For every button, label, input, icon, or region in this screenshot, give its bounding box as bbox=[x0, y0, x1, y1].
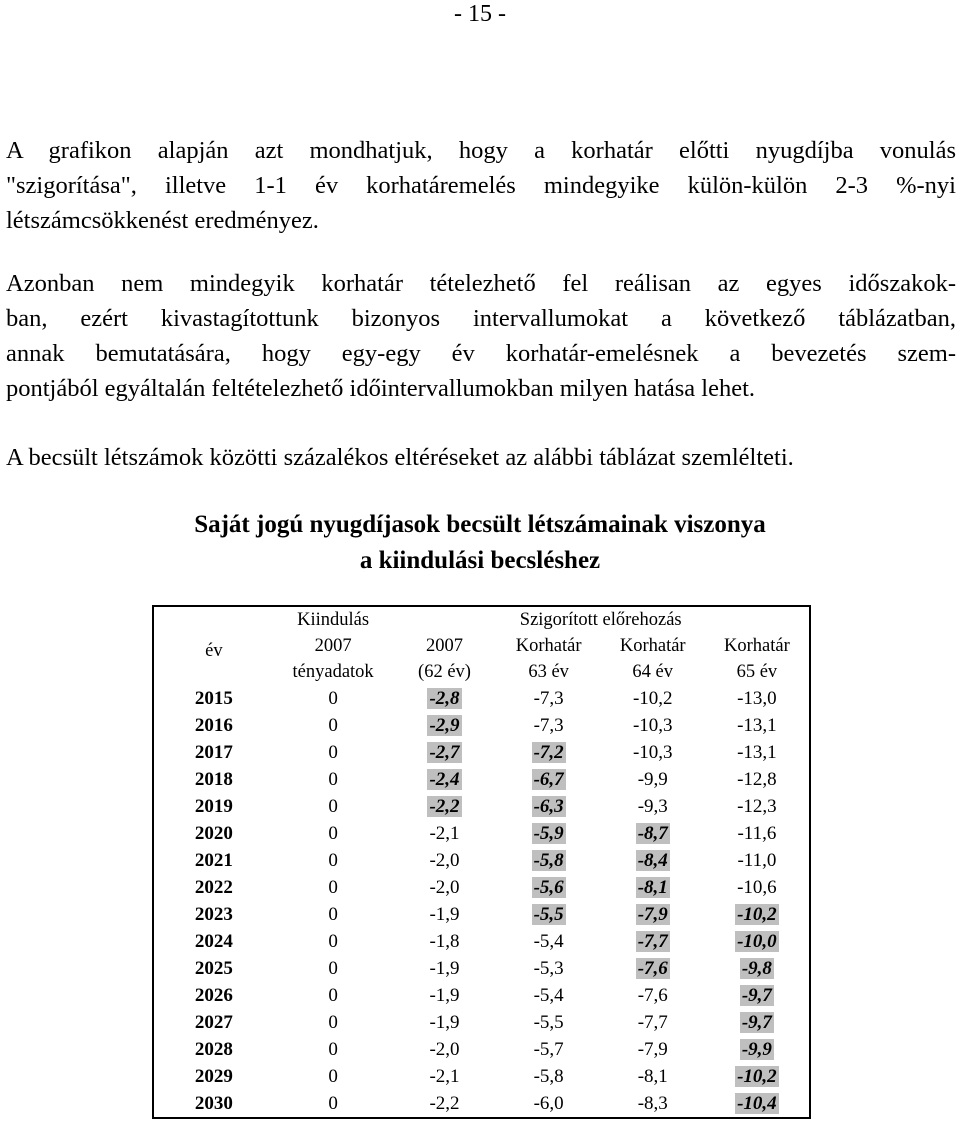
cell-value: -2,2 bbox=[429, 796, 460, 817]
cell-value: -1,8 bbox=[429, 931, 460, 952]
row-c62-value bbox=[392, 1063, 496, 1090]
row-year: 2030 bbox=[194, 1093, 233, 1114]
row-base-value: 0 bbox=[328, 904, 338, 925]
row-year: 2022 bbox=[194, 877, 233, 898]
cell-value: -12,3 bbox=[737, 796, 777, 817]
table-row bbox=[153, 901, 810, 928]
row-c62-value bbox=[392, 874, 496, 901]
row-c62-value bbox=[392, 847, 496, 874]
row-base-value: 0 bbox=[328, 796, 338, 817]
header-base-year: 2007 bbox=[314, 636, 352, 656]
paragraph-3 bbox=[6, 440, 956, 475]
cell-value: -1,9 bbox=[429, 985, 460, 1006]
cell-value: -2,8 bbox=[429, 688, 460, 709]
cell-value: -1,9 bbox=[429, 904, 460, 925]
row-year: 2026 bbox=[194, 985, 233, 1006]
row-base-value: 0 bbox=[328, 850, 338, 871]
header-row-1 bbox=[153, 606, 810, 633]
cell-value: -8,4 bbox=[637, 850, 668, 871]
paragraph-line: annak bemutatására, hogy egy-egy év korhatár-emelésnek a bevezetés szem- bbox=[6, 340, 956, 367]
row-c63-value bbox=[497, 1036, 601, 1063]
paragraph-line: Azonban nem mindegyik korhatár tételezhető fel reálisan az egyes időszakok- bbox=[6, 270, 956, 297]
table-row bbox=[153, 685, 810, 712]
row-c65-value bbox=[705, 955, 810, 982]
paragraph-line: A grafikon alapján azt mondhatjuk, hogy a korhatár előtti nyugdíjba vonulás bbox=[6, 137, 956, 164]
cell-value: -2,0 bbox=[429, 877, 460, 898]
cell-value: -5,8 bbox=[533, 1066, 564, 1087]
row-c63-value bbox=[497, 1090, 601, 1118]
table-title bbox=[0, 507, 960, 579]
cell-value: -8,7 bbox=[637, 823, 668, 844]
row-year: 2027 bbox=[194, 1012, 233, 1033]
table-row bbox=[153, 820, 810, 847]
row-base-value: 0 bbox=[328, 1093, 338, 1114]
header-year: év bbox=[205, 641, 223, 661]
row-c64-value bbox=[601, 982, 705, 1009]
row-c63-value bbox=[497, 793, 601, 820]
cell-value: -13,1 bbox=[737, 742, 777, 763]
cell-value: -5,5 bbox=[533, 904, 564, 925]
header-c65-top: Korhatár bbox=[724, 636, 790, 656]
cell-value: -2,2 bbox=[429, 1093, 460, 1114]
table-body bbox=[153, 685, 810, 1118]
header-c65-sub: 65 év bbox=[736, 662, 778, 682]
row-c63-value bbox=[497, 874, 601, 901]
row-c64-value bbox=[601, 712, 705, 739]
cell-value: -5,9 bbox=[533, 823, 564, 844]
row-year: 2025 bbox=[194, 958, 233, 979]
row-c62-value bbox=[392, 901, 496, 928]
row-c65-value bbox=[705, 874, 810, 901]
cell-value: -9,7 bbox=[741, 985, 772, 1006]
table-row bbox=[153, 1036, 810, 1063]
cell-value: -10,2 bbox=[737, 904, 777, 925]
row-base-value: 0 bbox=[328, 769, 338, 790]
row-c63-value bbox=[497, 685, 601, 712]
table-row bbox=[153, 1090, 810, 1118]
cell-value: -8,3 bbox=[637, 1093, 668, 1114]
row-c63-value bbox=[497, 739, 601, 766]
paragraph-1 bbox=[6, 133, 956, 238]
cell-value: -11,6 bbox=[737, 823, 777, 844]
row-c65-value bbox=[705, 928, 810, 955]
paragraph-line: A becsült létszámok közötti százalékos eltéréseket az alábbi táblázat szemlélteti. bbox=[6, 444, 794, 471]
row-c63-value bbox=[497, 1063, 601, 1090]
cell-value: -2,9 bbox=[429, 715, 460, 736]
row-c65-value bbox=[705, 820, 810, 847]
row-c65-value bbox=[705, 1009, 810, 1036]
row-c65-value bbox=[705, 847, 810, 874]
row-c62-value bbox=[392, 685, 496, 712]
data-table bbox=[152, 605, 811, 1119]
row-year: 2015 bbox=[194, 688, 233, 709]
cell-value: -6,0 bbox=[533, 1093, 564, 1114]
cell-value: -7,2 bbox=[533, 742, 564, 763]
cell-value: -7,6 bbox=[637, 985, 668, 1006]
row-base-value: 0 bbox=[328, 823, 338, 844]
header-c62-top: 2007 bbox=[426, 636, 463, 656]
cell-value: -5,3 bbox=[533, 958, 564, 979]
cell-value: -2,0 bbox=[429, 1039, 460, 1060]
table-row bbox=[153, 1009, 810, 1036]
row-base-value: 0 bbox=[328, 958, 338, 979]
row-c64-value bbox=[601, 1009, 705, 1036]
cell-value: -2,7 bbox=[429, 742, 460, 763]
row-c65-value bbox=[705, 685, 810, 712]
row-c62-value bbox=[392, 1090, 496, 1118]
cell-value: -6,3 bbox=[533, 796, 564, 817]
cell-value: -10,4 bbox=[737, 1093, 777, 1114]
cell-value: -9,3 bbox=[637, 796, 668, 817]
row-c64-value bbox=[601, 1036, 705, 1063]
cell-value: -2,1 bbox=[429, 823, 460, 844]
row-year: 2021 bbox=[194, 850, 233, 871]
cell-value: -2,4 bbox=[429, 769, 460, 790]
cell-value: -10,2 bbox=[632, 688, 673, 709]
row-c65-value bbox=[705, 766, 810, 793]
paragraph-line: pontjából egyáltalán feltételezhető időintervallumokban milyen hatása lehet. bbox=[6, 375, 756, 402]
row-c65-value bbox=[705, 901, 810, 928]
row-c65-value bbox=[705, 793, 810, 820]
paragraph-line: létszámcsökkenést eredményez. bbox=[6, 207, 319, 234]
row-c64-value bbox=[601, 928, 705, 955]
row-base-value: 0 bbox=[328, 877, 338, 898]
row-base-value: 0 bbox=[328, 931, 338, 952]
cell-value: -9,8 bbox=[741, 958, 772, 979]
row-c64-value bbox=[601, 739, 705, 766]
cell-value: -8,1 bbox=[637, 1066, 668, 1087]
row-c64-value bbox=[601, 874, 705, 901]
row-year: 2018 bbox=[194, 769, 233, 790]
row-year: 2016 bbox=[194, 715, 233, 736]
row-c63-value bbox=[497, 1009, 601, 1036]
cell-value: -12,8 bbox=[737, 769, 777, 790]
row-c64-value bbox=[601, 766, 705, 793]
row-c63-value bbox=[497, 820, 601, 847]
cell-value: -5,4 bbox=[533, 985, 564, 1006]
cell-value: -7,3 bbox=[533, 715, 564, 736]
cell-value: -2,1 bbox=[429, 1066, 460, 1087]
cell-value: -5,5 bbox=[533, 1012, 564, 1033]
cell-value: -10,2 bbox=[737, 1066, 777, 1087]
row-c64-value bbox=[601, 820, 705, 847]
table-title-line-1: Saját jogú nyugdíjasok becsült létszámainak viszonya bbox=[194, 511, 766, 538]
row-c62-value bbox=[392, 712, 496, 739]
row-base-value: 0 bbox=[328, 1066, 338, 1087]
row-c62-value bbox=[392, 955, 496, 982]
header-c64-sub: 64 év bbox=[632, 662, 674, 682]
table-row bbox=[153, 874, 810, 901]
cell-value: -2,0 bbox=[429, 850, 460, 871]
row-base-value: 0 bbox=[328, 1012, 338, 1033]
cell-value: -5,7 bbox=[533, 1039, 564, 1060]
paragraph-line: ban, ezért kivastagítottunk bizonyos intervallumokat a következő táblázatban, bbox=[6, 305, 956, 332]
table-row bbox=[153, 1063, 810, 1090]
row-c63-value bbox=[497, 901, 601, 928]
cell-value: -7,7 bbox=[637, 1012, 668, 1033]
row-year: 2020 bbox=[194, 823, 233, 844]
cell-value: -13,0 bbox=[737, 688, 777, 709]
cell-value: -9,9 bbox=[637, 769, 668, 790]
row-c63-value bbox=[497, 847, 601, 874]
row-c62-value bbox=[392, 982, 496, 1009]
table-row bbox=[153, 739, 810, 766]
row-c62-value bbox=[392, 820, 496, 847]
row-base-value: 0 bbox=[328, 985, 338, 1006]
header-base-group: Kiindulás bbox=[297, 610, 370, 630]
row-c62-value bbox=[392, 739, 496, 766]
table-row bbox=[153, 793, 810, 820]
cell-value: -10,6 bbox=[737, 877, 777, 898]
row-c64-value bbox=[601, 955, 705, 982]
row-c64-value bbox=[601, 1063, 705, 1090]
page-number: - 15 - bbox=[454, 1, 506, 27]
table-row bbox=[153, 847, 810, 874]
cell-value: -9,9 bbox=[741, 1039, 772, 1060]
cell-value: -5,8 bbox=[533, 850, 564, 871]
row-c62-value bbox=[392, 793, 496, 820]
cell-value: -7,6 bbox=[637, 958, 668, 979]
row-c63-value bbox=[497, 955, 601, 982]
table-row bbox=[153, 766, 810, 793]
cell-value: -6,7 bbox=[533, 769, 564, 790]
cell-value: -10,3 bbox=[632, 715, 673, 736]
table-row bbox=[153, 712, 810, 739]
row-year: 2019 bbox=[194, 796, 233, 817]
header-c63-sub: 63 év bbox=[528, 662, 569, 682]
row-base-value: 0 bbox=[328, 688, 338, 709]
cell-value: -10,0 bbox=[737, 931, 777, 952]
row-c63-value bbox=[497, 712, 601, 739]
row-c62-value bbox=[392, 766, 496, 793]
row-year: 2017 bbox=[194, 742, 233, 763]
row-c65-value bbox=[705, 712, 810, 739]
row-c64-value bbox=[601, 847, 705, 874]
row-c63-value bbox=[497, 766, 601, 793]
row-year: 2029 bbox=[194, 1066, 233, 1087]
table-title-line-2: a kiindulási becsléshez bbox=[359, 547, 601, 574]
row-year: 2024 bbox=[194, 931, 233, 952]
header-c64-top: Korhatár bbox=[619, 636, 686, 656]
row-c63-value bbox=[497, 982, 601, 1009]
row-c62-value bbox=[392, 1036, 496, 1063]
table-row bbox=[153, 928, 810, 955]
row-base-value: 0 bbox=[328, 715, 338, 736]
header-strict-group: Szigorított előrehozás bbox=[519, 610, 682, 630]
row-c65-value bbox=[705, 1090, 810, 1118]
row-c62-value bbox=[392, 928, 496, 955]
table-row bbox=[153, 955, 810, 982]
cell-value: -1,9 bbox=[429, 1012, 460, 1033]
row-c64-value bbox=[601, 1090, 705, 1118]
header-base-sub: tényadatok bbox=[292, 662, 374, 682]
row-c65-value bbox=[705, 739, 810, 766]
paragraph-2 bbox=[6, 266, 956, 406]
cell-value: -8,1 bbox=[637, 877, 668, 898]
table-row bbox=[153, 982, 810, 1009]
cell-value: -7,9 bbox=[637, 1039, 668, 1060]
header-c63-top: Korhatár bbox=[515, 636, 582, 656]
cell-value: -7,7 bbox=[637, 931, 668, 952]
cell-value: -9,7 bbox=[741, 1012, 772, 1033]
cell-value: -7,9 bbox=[637, 904, 668, 925]
row-c64-value bbox=[601, 901, 705, 928]
row-year: 2028 bbox=[194, 1039, 233, 1060]
cell-value: -11,0 bbox=[737, 850, 777, 871]
row-base-value: 0 bbox=[328, 742, 338, 763]
paragraph-line: "szigorítása", illetve 1-1 év korhatáremelés mindegyike külön-külön 2-3 %-nyi bbox=[6, 172, 956, 199]
row-c63-value bbox=[497, 928, 601, 955]
cell-value: -5,6 bbox=[533, 877, 564, 898]
row-c65-value bbox=[705, 1063, 810, 1090]
cell-value: -1,9 bbox=[429, 958, 460, 979]
row-c65-value bbox=[705, 982, 810, 1009]
cell-value: -7,3 bbox=[533, 688, 564, 709]
row-base-value: 0 bbox=[328, 1039, 338, 1060]
row-year: 2023 bbox=[194, 904, 233, 925]
cell-value: -5,4 bbox=[533, 931, 564, 952]
row-c62-value bbox=[392, 1009, 496, 1036]
row-c65-value bbox=[705, 1036, 810, 1063]
cell-value: -10,3 bbox=[632, 742, 673, 763]
header-c62-sub: (62 év) bbox=[418, 662, 471, 682]
cell-value: -13,1 bbox=[737, 715, 777, 736]
row-c64-value bbox=[601, 793, 705, 820]
row-c64-value bbox=[601, 685, 705, 712]
